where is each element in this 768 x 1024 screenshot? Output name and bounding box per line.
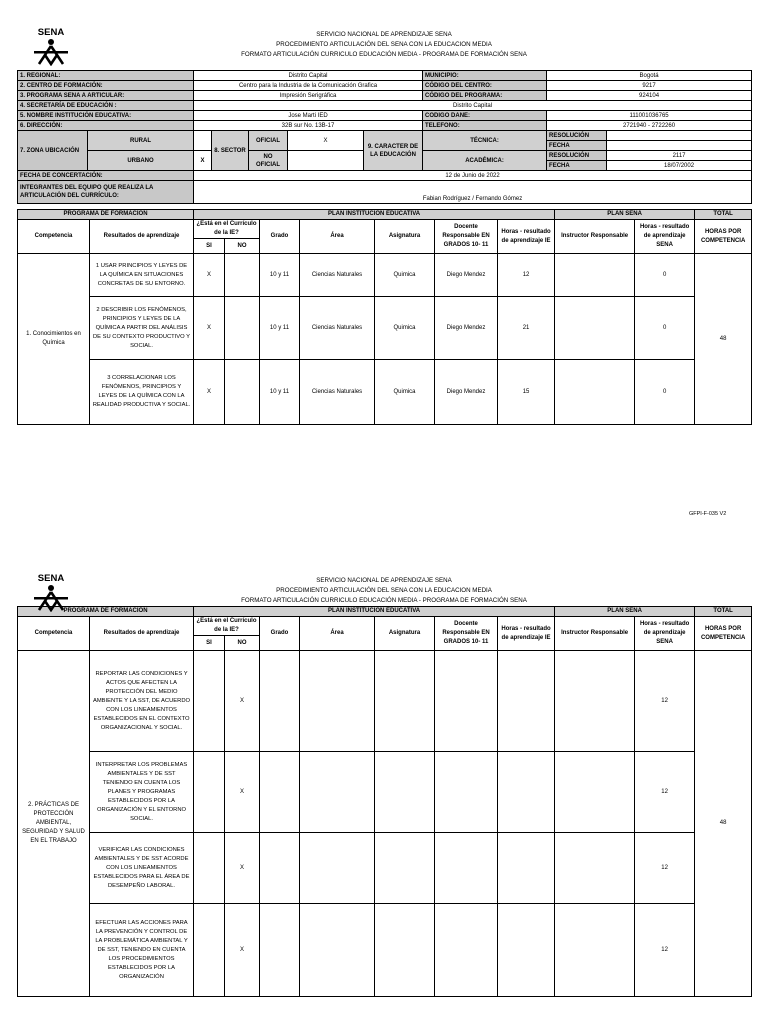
instructor-cell — [555, 360, 635, 425]
no-cell: X — [225, 651, 260, 752]
horas-ie-cell: 15 — [498, 360, 555, 425]
si-header: SI — [194, 239, 225, 254]
header-line-3: FORMATO ARTICULACIÓN CURRICULO EDUCACIÓN MEDIA - PROGRAMA DE FORMACIÓN SENA — [241, 51, 527, 58]
header-line-1: SERVICIO NACIONAL DE APRENDIZAJE SENA — [316, 31, 452, 38]
horas-sena-cell: 12 — [635, 651, 695, 752]
programa-value: Impresión Serigráfica — [194, 91, 423, 101]
horas-ie-cell: 12 — [498, 254, 555, 297]
area-cell — [300, 833, 375, 904]
grado-cell — [260, 752, 300, 833]
plan-sena-header: PLAN SENA — [555, 607, 695, 617]
asignatura-header: Asignatura — [375, 617, 435, 651]
sena-logo-icon — [31, 572, 71, 612]
table-row — [18, 833, 752, 904]
competencia-cell: 2. PRÁCTICAS DE PROTECCIÓN AMBIENTAL, SEGURIDAD Y SALUD EN EL TRABAJO — [18, 651, 90, 997]
programa-label: 3. PROGRAMA SENA A ARTICULAR: — [18, 91, 194, 101]
si-cell — [194, 752, 225, 833]
asignatura-cell: Quimica — [375, 297, 435, 360]
resultado-cell: 3 CORRELACIONAR LOS FENÓMENOS, PRINCIPIOS Y LEYES DE LA QUÍMICA CON LA REALIDAD PRODUCTIVA Y SOCIAL. — [90, 360, 194, 425]
rural-label: RURAL — [88, 131, 194, 151]
competencia-table-2 — [17, 606, 752, 997]
centro-label: 2. CENTRO DE FORMACIÓN: — [18, 81, 194, 91]
horas-sena-cell: 0 — [635, 297, 695, 360]
grado-header: Grado — [260, 220, 300, 254]
resultado-cell: EFECTUAR LAS ACCIONES PARA LA PREVENCIÓN Y CONTROL DE LA PROBLEMÁTICA AMBIENTAL Y DE SST, TENIENDO EN CUENTA LOS PROCEDIMIENTOS ESTABLECIDOS POR LA ORGANIZACIÓN — [90, 904, 194, 997]
equipo-value: Fabian Rodríguez / Fernando Gómez — [194, 181, 752, 204]
sector-label: 8. SECTOR — [212, 131, 249, 171]
header-line-3: FORMATO ARTICULACIÓN CURRICULO EDUCACIÓN MEDIA - PROGRAMA DE FORMACIÓN SENA — [241, 597, 527, 604]
no-cell — [225, 254, 260, 297]
grado-header: Grado — [260, 617, 300, 651]
docente-cell — [435, 904, 498, 997]
header-line-2: PROCEDIMIENTO ARTICULACIÓN DEL SENA CON LA EDUCACION MEDIA — [276, 587, 492, 594]
resultado-cell: VERIFICAR LAS CONDICIONES AMBIENTALES Y DE SST ACORDE CON LOS LINEAMIENTOS ESTABLECIDOS PARA EL ÁREA DE DESEMPEÑO LABORAL. — [90, 833, 194, 904]
horas-sena-header: Horas - resultado de aprendizaje SENA — [635, 617, 695, 651]
horas-ie-cell: 21 — [498, 297, 555, 360]
institucion-value: Jose Marti IED — [194, 111, 423, 121]
dane-value: 111001036765 — [547, 111, 752, 121]
si-cell: X — [194, 360, 225, 425]
asignatura-cell — [375, 833, 435, 904]
horas-ie-cell — [498, 833, 555, 904]
horas-sena-cell: 0 — [635, 254, 695, 297]
competencia-cell: 1. Conocimientos en Química — [18, 254, 90, 425]
instructor-cell — [555, 833, 635, 904]
resultado-cell: REPORTAR LAS CONDICIONES Y ACTOS QUE AFECTEN LA PROTECCIÓN DEL MEDIO AMBIENTE Y LA SST, DE ACUERDO CON LOS LINEAMIENTOS ESTABLECIDOS EN EL CONTEXTO ORGANIZACIONAL Y SOCIAL. — [90, 651, 194, 752]
horas-ie-cell — [498, 904, 555, 997]
secretaria-value: Distrito Capital — [194, 101, 752, 111]
oficial-mark: X — [288, 131, 364, 151]
fecha2-value: 18/07/2002 — [607, 161, 752, 171]
total-header: TOTAL — [695, 210, 752, 220]
instructor-header: Instructor Responsable — [555, 220, 635, 254]
competencia-header: Competencia — [18, 617, 90, 651]
total-cell: 48 — [695, 254, 752, 425]
resolucion-label: RESOLUCIÓN — [547, 131, 607, 141]
fecha-value — [607, 141, 752, 151]
instructor-cell — [555, 254, 635, 297]
no-cell: X — [225, 752, 260, 833]
horas-ie-header: Horas - resultado de aprendizaje IE — [498, 617, 555, 651]
competencia-header: Competencia — [18, 220, 90, 254]
horas-comp-header: HORAS POR COMPETENCIA — [695, 617, 752, 651]
area-cell: Ciencias Naturales — [300, 360, 375, 425]
table-row — [18, 904, 752, 997]
logo-text: SENA — [37, 27, 65, 38]
si-cell: X — [194, 297, 225, 360]
no-cell: X — [225, 904, 260, 997]
horas-sena-cell: 12 — [635, 833, 695, 904]
horas-sena-header: Horas - resultado de aprendizaje SENA — [635, 220, 695, 254]
resultados-header: Resultados de aprendizaje — [90, 617, 194, 651]
si-cell — [194, 651, 225, 752]
curriculo-header: ¿Está en el Currículo de la IE? — [194, 617, 260, 636]
grado-cell — [260, 833, 300, 904]
docente-header: Docente Responsable EN GRADOS 10- 11 — [435, 617, 498, 651]
area-cell: Ciencias Naturales — [300, 254, 375, 297]
general-info-table — [17, 70, 752, 204]
horas-sena-cell: 12 — [635, 904, 695, 997]
docente-cell — [435, 651, 498, 752]
no-header: NO — [225, 636, 260, 651]
codigo-programa-label: CÓDIGO DEL PROGRAMA: — [423, 91, 547, 101]
si-cell — [194, 904, 225, 997]
telefono-label: TELEFONO: — [423, 121, 547, 131]
logo-text: SENA — [37, 573, 65, 584]
urbano-label: URBANO — [88, 151, 194, 171]
grado-cell: 10 y 11 — [260, 360, 300, 425]
resultados-header: Resultados de aprendizaje — [90, 220, 194, 254]
curriculo-header: ¿Está en el Currículo de la IE? — [194, 220, 260, 239]
horas-ie-cell — [498, 752, 555, 833]
instructor-cell — [555, 651, 635, 752]
no-cell — [225, 297, 260, 360]
rural-mark — [194, 131, 212, 151]
table-row — [18, 360, 752, 425]
concertacion-value: 12 de Junio de 2022 — [194, 171, 752, 181]
direccion-label: 6. DIRECCIÓN: — [18, 121, 194, 131]
codigo-programa-value: 924104 — [547, 91, 752, 101]
horas-sena-cell: 12 — [635, 752, 695, 833]
si-cell: X — [194, 254, 225, 297]
telefono-value: 2721940 - 2722260 — [547, 121, 752, 131]
table-row — [18, 752, 752, 833]
document-header — [17, 568, 751, 606]
instructor-cell — [555, 904, 635, 997]
caracter-label: 9. CARACTER DE LA EDUCACIÓN — [364, 131, 423, 171]
fecha-label: FECHA — [547, 141, 607, 151]
resolucion-value — [607, 131, 752, 141]
oficial-label: OFICIAL — [249, 131, 288, 151]
area-cell — [300, 752, 375, 833]
asignatura-header: Asignatura — [375, 220, 435, 254]
docente-cell: Diego Mendez — [435, 360, 498, 425]
zona-label: 7. ZONA UBICACIÓN — [18, 131, 88, 171]
secretaria-label: 4. SECRETARÍA DE EDUCACIÓN : — [18, 101, 194, 111]
si-cell — [194, 833, 225, 904]
instructor-cell — [555, 297, 635, 360]
instructor-header: Instructor Responsable — [555, 617, 635, 651]
equipo-label: INTEGRANTES DEL EQUIPO QUE REALIZA LA ARTICULACIÓN DEL CURRÍCULO: — [18, 181, 194, 204]
grado-cell — [260, 651, 300, 752]
grado-cell: 10 y 11 — [260, 297, 300, 360]
document-header — [17, 18, 751, 70]
institucion-label: 5. NOMBRE INSTITUCIÓN EDUCATIVA: — [18, 111, 194, 121]
no-oficial-label: NO OFICIAL — [249, 151, 288, 171]
docente-header: Docente Responsable EN GRADOS 10- 11 — [435, 220, 498, 254]
dane-label: CODIGO DANE: — [423, 111, 547, 121]
no-cell: X — [225, 833, 260, 904]
table-row — [18, 651, 752, 752]
regional-label: 1. REGIONAL: — [18, 71, 194, 81]
resolucion2-value: 2117 — [607, 151, 752, 161]
header-titles — [177, 30, 591, 60]
asignatura-cell: Quimica — [375, 360, 435, 425]
sena-logo-icon — [31, 26, 71, 66]
horas-comp-header: HORAS POR COMPETENCIA — [695, 220, 752, 254]
municipio-value: Bogotá — [547, 71, 752, 81]
plan-ie-header: PLAN INSTITUCIÓN EDUCATIVA — [194, 607, 555, 617]
urbano-mark: X — [194, 151, 212, 171]
instructor-cell — [555, 752, 635, 833]
asignatura-cell — [375, 651, 435, 752]
regional-value: Distrito Capital — [194, 71, 423, 81]
sena-logo — [31, 572, 71, 612]
academica-label: ACADÉMICA: — [423, 151, 547, 171]
direccion-value: 32B sur No. 13B-17 — [194, 121, 423, 131]
plan-ie-header: PLAN INSTITUCIÓN EDUCATIVA — [194, 210, 555, 220]
plan-sena-header: PLAN SENA — [555, 210, 695, 220]
codigo-centro-value: 9217 — [547, 81, 752, 91]
page-1 — [17, 18, 751, 425]
header-titles — [177, 576, 591, 606]
codigo-centro-label: CÓDIGO DEL CENTRO: — [423, 81, 547, 91]
docente-cell: Diego Mendez — [435, 297, 498, 360]
grado-cell — [260, 904, 300, 997]
concertacion-label: FECHA DE CONCERTACIÓN: — [18, 171, 194, 181]
horas-sena-cell: 0 — [635, 360, 695, 425]
total-cell: 48 — [695, 651, 752, 997]
grado-cell: 10 y 11 — [260, 254, 300, 297]
no-header: NO — [225, 239, 260, 254]
docente-cell — [435, 833, 498, 904]
area-cell — [300, 651, 375, 752]
no-cell — [225, 360, 260, 425]
horas-ie-header: Horas - resultado de aprendizaje IE — [498, 220, 555, 254]
programa-header: PROGRAMA DE FORMACIÓN — [18, 607, 194, 617]
area-cell — [300, 904, 375, 997]
resultado-cell: INTERPRETAR LOS PROBLEMAS AMBIENTALES Y DE SST TENIENDO EN CUENTA LOS PLANES Y PROGRAMAS ESTABLECIDOS POR LA ORGANIZACIÓN Y EL ENTORNO SOCIAL. — [90, 752, 194, 833]
header-line-2: PROCEDIMIENTO ARTICULACIÓN DEL SENA CON LA EDUCACION MEDIA — [276, 41, 492, 48]
asignatura-cell — [375, 752, 435, 833]
header-line-1: SERVICIO NACIONAL DE APRENDIZAJE SENA — [316, 577, 452, 584]
resultado-cell: 2 DESCRIBIR LOS FENÓMENOS, PRINCIPIOS Y LEYES DE LA QUÍMICA A PARTIR DEL ANÁLISIS DE SU CONTEXTO PRODUCTIVO Y SOCIAL. — [90, 297, 194, 360]
horas-ie-cell — [498, 651, 555, 752]
docente-cell: Diego Mendez — [435, 254, 498, 297]
table-row — [18, 254, 752, 297]
asignatura-cell: Quimica — [375, 254, 435, 297]
docente-cell — [435, 752, 498, 833]
page-2 — [17, 568, 751, 997]
resolucion2-label: RESOLUCIÓN — [547, 151, 607, 161]
form-code: GFPI-F-035 V2 — [689, 511, 727, 517]
area-cell: Ciencias Naturales — [300, 297, 375, 360]
sena-logo — [31, 26, 71, 66]
area-header: Área — [300, 220, 375, 254]
total-header: TOTAL — [695, 607, 752, 617]
table-row — [18, 297, 752, 360]
si-header: SI — [194, 636, 225, 651]
programa-header: PROGRAMA DE FORMACIÓN — [18, 210, 194, 220]
asignatura-cell — [375, 904, 435, 997]
tecnica-label: TÉCNICA: — [423, 131, 547, 151]
no-oficial-mark — [288, 151, 364, 171]
fecha2-label: FECHA — [547, 161, 607, 171]
municipio-label: MUNICIPIO: — [423, 71, 547, 81]
competencia-table-1 — [17, 209, 752, 425]
area-header: Área — [300, 617, 375, 651]
centro-value: Centro para la Industria de la Comunicación Grafica — [194, 81, 423, 91]
resultado-cell: 1 USAR PRINCIPIOS Y LEYES DE LA QUÍMICA EN SITUACIONES CONCRETAS DE SU ENTORNO. — [90, 254, 194, 297]
